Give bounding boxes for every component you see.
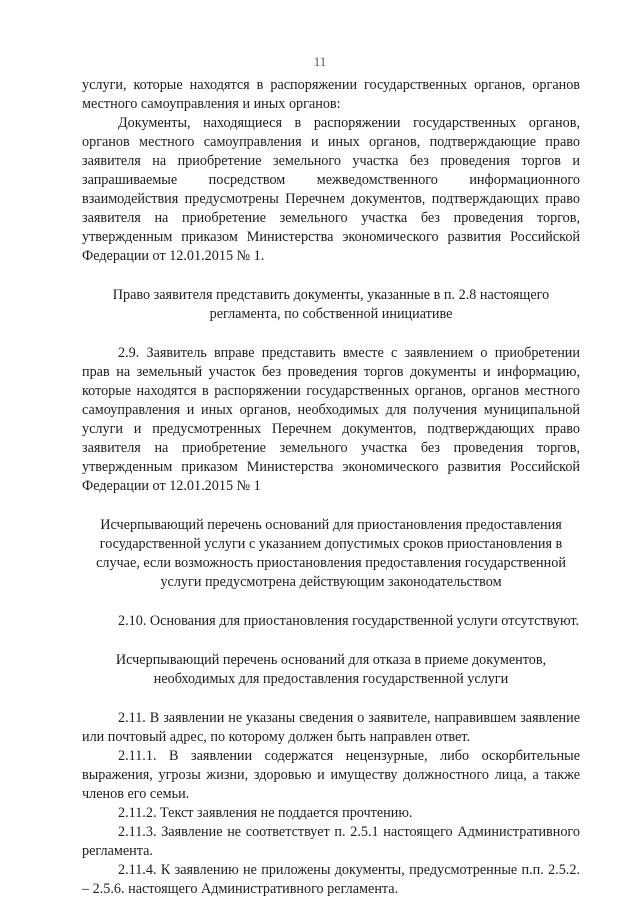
paragraph-documents: Документы, находящиеся в распоряжении государственных органов, органов местного самоуправления и иных органов, подтверждающие право заявителя на приобретение земельного участка без проведения торгов и запрашиваемые посредством межведомственного информационного взаимодействия предусмотрены Перечнем документов, подтверждающих право заявителя на приобретение земельного участка без проведения торгов, утвержденным приказом Министерства экономического развития Российской Федерации от 12.01.2015 № 1. [82,115,580,264]
page-number: 11 [313,54,327,69]
paragraph-2-11-2: 2.11.2. Текст заявления не поддается прочтению. [118,805,413,821]
paragraph-2-10: 2.10. Основания для приостановления государственной услуги отсутствуют. [118,613,580,629]
paragraph-continuation: услуги, которые находятся в распоряжении государственных органов, органов местного самоуправления и иных органов: [82,77,580,112]
paragraph-2-11-1: 2.11.1. В заявлении содержатся нецензурные, либо оскорбительные выражения, угрозы жизни, здоровью и имуществу должностного лица, а также членов его семьи. [82,748,580,802]
section-heading-right-to-submit: Право заявителя представить документы, указанные в п. 2.8 настоящего регламента, по собственной инициативе [112,287,550,322]
section-heading-suspension: Исчерпывающий перечень оснований для приостановления предоставления государственной услуги с указанием допустимых сроков приостановления в случае, если возможность приостановления предоставления государственной услуги предусмотрена действующим законодательством [96,517,566,590]
paragraph-2-9: 2.9. Заявитель вправе представить вместе с заявлением о приобретении прав на земельный участок без проведения торгов документы и информацию, которые находятся в распоряжении государственных органов, органов местного самоуправления и иных органов, необходимых для получения муниципальной услуги и предусмотренных Перечнем документов, подтверждающих право заявителя на приобретение земельного участка без проведения торгов, утвержденным приказом Министерства экономического развития Российской Федерации от 12.01.2015 № 1 [82,345,580,494]
paragraph-2-11-4: 2.11.4. К заявлению не приложены документы, предусмотренные п.п. 2.5.2. – 2.5.6. настоящего Административного регламента. [82,862,580,897]
paragraph-2-11-3: 2.11.3. Заявление не соответствует п. 2.5.1 настоящего Административного регламента. [82,824,580,859]
page-body [82,76,580,899]
section-heading-refusal: Исчерпывающий перечень оснований для отказа в приеме документов, необходимых для предоставления государственной услуги [115,652,547,687]
paragraph-2-11: 2.11. В заявлении не указаны сведения о заявителе, направившем заявление или почтовый адрес, по которому должен быть направлен ответ. [82,710,580,745]
